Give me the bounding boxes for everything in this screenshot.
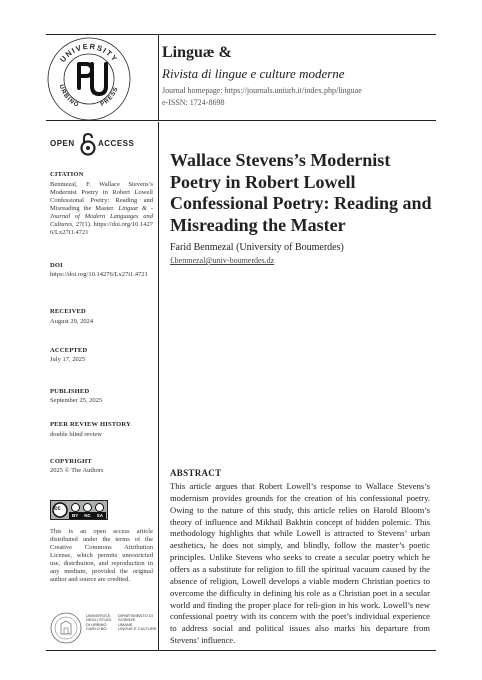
department-line: DIPARTIMENTO DI <box>118 613 153 618</box>
citation-journal-name: Linguæ & - Journal of Modern Languages and Cultures <box>50 204 153 228</box>
author-email-link[interactable]: f.benmezal@univ-boumerdes.dz <box>170 256 275 265</box>
journal-subtitle: Rivista di lingue e culture moderne <box>162 66 345 81</box>
journal-title: Linguæ & <box>162 44 232 61</box>
abstract-text: This article argues that Robert Lowell’s response to Wallace Stevens’s modernism provides grounds for the creation of his confessional poetry. Owing to the nature of this study, this article relies on Harold Bloom’s theory of influence and Mikhail Bakhtin concept of hidden polemic. This methodology highlights that while Lowell is attracted to Stevens’ urban aesthetics, he does not simply, and blindly, follow the master’s poetic principles. Unlike Stevens who seeks to create a secular poetry which he offers as a substitute for religion to fill the spiritual vacuum caused by the absence of religion, Lowell develops a viable modern Christian poetics to overcome the difficulty in defining his role as a Christian poet in a secular world and finding the proper place for reli-gion in his work. Lowell’s new confessional poetry with its concern with the poet’s individual experience to address social and political issues also marks his departure from Stevens’ influence. <box>170 481 430 646</box>
footer-rule <box>46 650 436 651</box>
peer-review-value: double blind review <box>50 431 102 438</box>
department-name <box>118 614 156 632</box>
journal-issn: e-ISSN: 1724-8698 <box>162 98 225 107</box>
open-lock-icon <box>80 132 96 156</box>
university-seal-icon <box>50 612 82 644</box>
accepted-label: ACCEPTED <box>50 347 88 354</box>
svg-text:PRESS <box>100 86 120 108</box>
svg-text:UNIVERSITY <box>58 42 120 64</box>
cc-sa-label: SA <box>96 513 103 518</box>
cc-license-badge[interactable] <box>50 500 108 520</box>
license-text: This is an open access article distributed under the terms of the Creative Commons Attribution License, which permits unrestricted use, distribution, and reproduction in any medium, provided the original author and source are credited. <box>50 528 153 583</box>
open-access-open-text: OPEN <box>50 139 75 148</box>
journal-homepage <box>162 86 362 95</box>
university-line: DI URBINO <box>86 621 107 627</box>
cc-by-label: BY <box>71 513 79 518</box>
received-label: RECEIVED <box>50 308 86 315</box>
abstract-heading: ABSTRACT <box>170 468 222 478</box>
attribution-icon <box>71 503 80 512</box>
svg-text:URBINO <box>58 84 80 109</box>
citation-doi-link[interactable]: https://doi.org/10.14276/Lx27i1.4721 <box>50 220 153 236</box>
journal-homepage-label: Journal homepage: <box>162 86 225 95</box>
cc-icon-label: cc <box>54 506 61 512</box>
logo-ring-right-text: PRESS <box>99 85 120 108</box>
citation-text <box>50 181 153 236</box>
open-access-access-text: ACCESS <box>98 139 135 148</box>
doi-link[interactable]: https://doi.org/10.14276/Lx27i1.4721 <box>50 271 148 278</box>
copyright-value: 2025 © The Authors <box>50 467 104 474</box>
column-divider-rule <box>158 122 159 650</box>
university-line: UNIVERSITÀ <box>86 613 111 618</box>
received-date: August 29, 2024 <box>50 318 94 325</box>
sharealike-icon <box>95 503 104 512</box>
copyright-label: COPYRIGHT <box>50 458 92 465</box>
university-press-logo-icon <box>46 36 132 122</box>
published-date: September 25, 2025 <box>50 397 103 404</box>
article-author: Farid Benmezal (University of Boumerdes) <box>170 242 344 253</box>
logo-ring-top-text: UNIVERSITY <box>58 41 120 65</box>
department-line: LINGUE E CULTURE <box>118 626 157 632</box>
accepted-date: July 17, 2025 <box>50 356 86 363</box>
cc-nc-label: NC <box>84 513 91 518</box>
logo-ring-left-text: URBINO <box>57 84 80 109</box>
university-name <box>86 614 111 632</box>
department-line: UMANE <box>118 621 133 627</box>
journal-homepage-link[interactable]: https://journals.uniurb.it/index.php/linguae <box>224 86 362 95</box>
peer-review-label: PEER REVIEW HISTORY <box>50 421 131 428</box>
department-line: SCIENZE <box>118 617 136 623</box>
doi-label: DOI <box>50 262 63 269</box>
university-line: DEGLI STUDI <box>86 617 112 623</box>
citation-text-issue: , 27(1). <box>72 220 92 228</box>
published-label: PUBLISHED <box>50 388 90 395</box>
header-divider-rule <box>158 34 159 120</box>
noncommercial-icon <box>83 503 92 512</box>
open-access-badge <box>50 132 135 156</box>
university-line: CARLO BO <box>86 626 107 632</box>
citation-label: CITATION <box>50 171 84 178</box>
article-title: Wallace Stevens’s Modernist Poetry in Robert Lowell Confessional Poetry: Reading and Misreading the Master <box>170 150 432 235</box>
citation-text-main: Benmezal, F. Wallace Stevens’s Modernist Poetry in Robert Lowell Confessional Poetry: Reading and Misreading the Master. <box>50 181 153 212</box>
header-top-rule <box>46 34 436 35</box>
